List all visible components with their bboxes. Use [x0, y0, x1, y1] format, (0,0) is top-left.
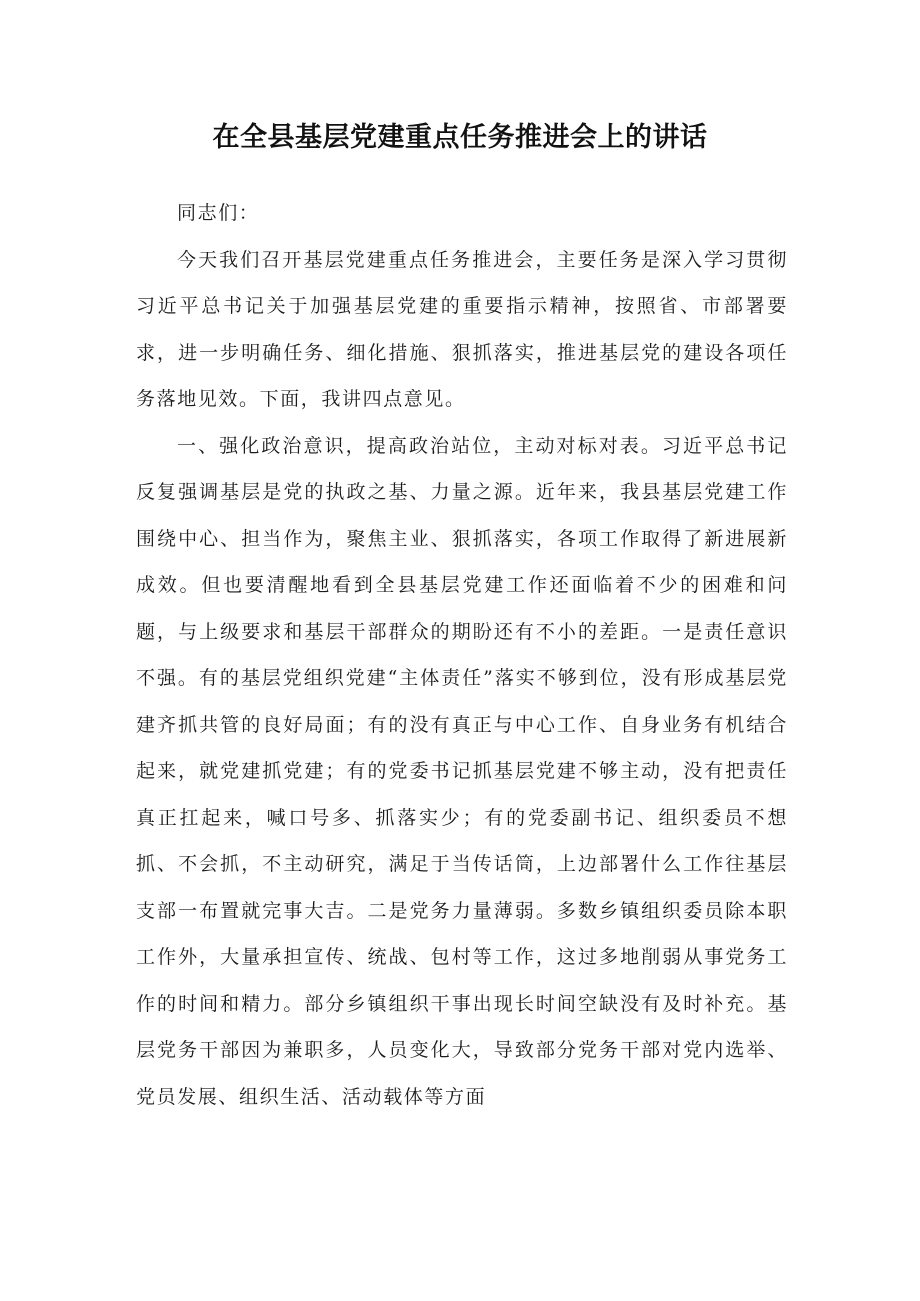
paragraph-intro: 今天我们召开基层党建重点任务推进会，主要任务是深入学习贯彻习近平总书记关于加强基层党建的重要指示精神，按照省、市部署要求，进一步明确任务、细化措施、狠抓落实，推进基层党的建设各项任务落地见效。下面，我讲四点意见。 [136, 248, 788, 410]
salutation: 同志们： [177, 202, 260, 224]
paragraph-point-one: 一、强化政治意识，提高政治站位，主动对标对表。习近平总书记反复强调基层是党的执政之基、力量之源。近年来，我县基层党建工作围绕中心、担当作为，聚焦主业、狠抓落实，各项工作取得了新进展新成效。但也要清醒地看到全县基层党建工作还面临着不少的困难和问题，与上级要求和基层干部群众的期盼还有不小的差距。一是责任意识不强。有的基层党组织党建“主体责任”落实不够到位，没有形成基层党建齐抓共管的良好局面；有的没有真正与中心工作、自身业务有机结合起来，就党建抓党建；有的党委书记抓基层党建不够主动，没有把责任真正扛起来，喊口号多、抓落实少；有的党委副书记、组织委员不想抓、不会抓，不主动研究，满足于当传话筒，上边部署什么工作往基层支部一布置就完事大吉。二是党务力量薄弱。多数乡镇组织委员除本职工作外，大量承担宣传、统战、包村等工作，这过多地削弱从事党务工作的时间和精力。部分乡镇组织干事出现长时间空缺没有及时补充。基层党务干部因为兼职多，人员变化大，导致部分党务干部对党内选举、党员发展、组织生活、活动载体等方面 [136, 434, 788, 1108]
document-title: 在全县基层党建重点任务推进会上的讲话 [212, 122, 708, 153]
document-body [136, 190, 788, 1120]
